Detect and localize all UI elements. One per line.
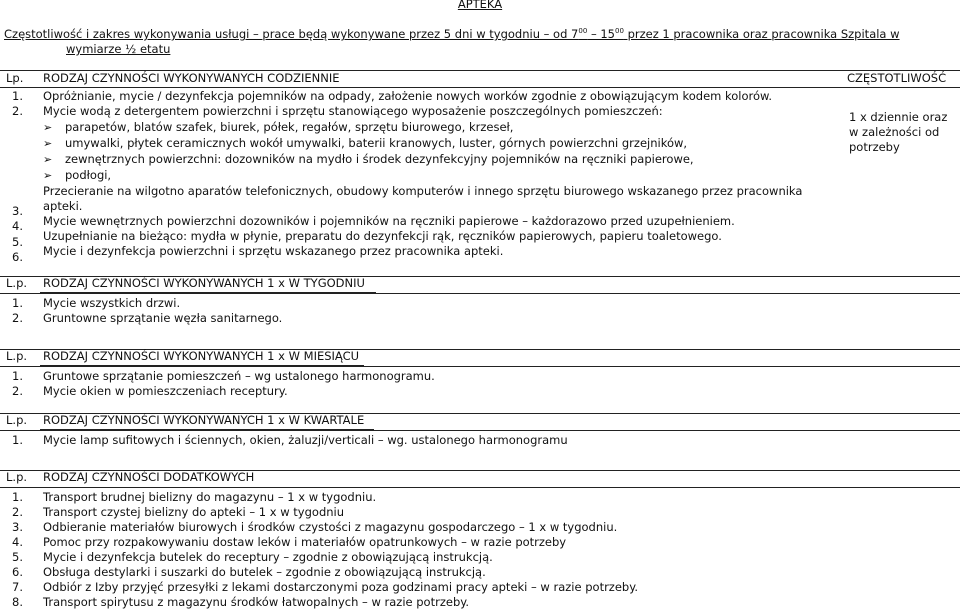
freq-line: 1 x dziennie oraz: [849, 110, 948, 124]
arrow-bullet-icon: ➢: [43, 121, 53, 134]
num: 2.: [12, 104, 23, 118]
intro-paragraph: [4, 27, 904, 57]
list-item: 5. Mycie i dezynfekcja butelek do receptury – zgodnie z obowiązującą instrukcją.: [12, 550, 493, 564]
daily-item-3-cont: apteki.: [43, 199, 83, 213]
intro-text-b: – 15: [587, 27, 615, 41]
daily-section: Lp. RODZAJ CZYNNOŚCI WYKONYWANYCH CODZIENNIE CZĘSTOTLIWOŚĆ 1. 2. 3. 4. 5. 6. Opróżnianie, mycie / dezynfekcja pojemników na odpady, założenie nowych worków zgodnie z obowiązującym kodem kolorów. Mycie wodą z detergentem powierzchni i sprzętu stanowiącego wyposażenie poszczególnych pomieszczeń: ➢ parapetów, blatów szafek, biurek, półek, regałów, sprzętu biurowego, krzeseł, ➢ umywalki, płytek ceramicznych wokół umywalki, baterii kranowych, luster, górnych powierzchni grzejników, ➢ zewnętrznych powierzchni: dozowników na mydło i środek dezynfekcyjny pojemników na ręczniki papierowe, ➢ podłogi, Przecieranie na wilgotno aparatów telefonicznych, obudowy komputerów i innego sprzętu biurowego wskazanego przez pracownika apteki. Mycie wewnętrznych powierzchni dozowników i pojemników na ręczniki papierowe – każdorazowo przed uzupełnieniem. Uzupełnianie na bieżąco: mydła w płynie, preparatu do dezynfekcji rąk, ręczników papierowych, papieru toaletowego. Mycie i dezynfekcja powierzchni i sprzętu wskazanego przez pracownika apteki. 1 x dziennie oraz w zależności od potrzeby: [0, 70, 960, 86]
list-item: 8. Transport spirytusu z magazynu środków łatwopalnych – w razie potrzeby.: [12, 595, 470, 609]
daily-item-3: Przecieranie na wilgotno aparatów telefonicznych, obudowy komputerów i innego sprzętu biurowego wskazanego przez pracownika: [43, 184, 803, 198]
additional-name-header: RODZAJ CZYNNOŚCI DODATKOWYCH: [43, 470, 255, 484]
lp-header: L.p.: [6, 413, 28, 427]
freq-header: CZĘSTOTLIWOŚĆ: [847, 71, 947, 85]
intro-sup-1: 00: [578, 27, 588, 36]
lp-header: Lp.: [6, 71, 24, 85]
freq-line: potrzeby: [849, 140, 900, 154]
lp-header: L.p.: [6, 276, 28, 290]
monthly-name-header: RODZAJ CZYNNOŚCI WYKONYWANYCH 1 x W MIESIĄCU: [43, 349, 360, 363]
additional-section: [0, 470, 960, 609]
arrow-bullet-icon: ➢: [43, 137, 53, 150]
intro-sup-2: 00: [615, 27, 624, 36]
list-item: 7. Odbiór z Izby przyjęć przesyłki z lekami dostarczonymi poza godzinami pracy apteki – w razie potrzeby.: [12, 580, 639, 594]
daily-header: [0, 71, 960, 87]
document-title: [0, 0, 960, 12]
quarterly-section: [0, 413, 960, 447]
freq-line: w zależności od: [849, 125, 940, 139]
additional-header: [0, 470, 960, 486]
list-item: 1. Mycie lamp sufitowych i ściennych, okien, żaluzji/verticali – wg. ustalonego harmonogramu: [12, 433, 568, 447]
intro-text-a: Częstotliwość i zakres wykonywania usługi – prace będą wykonywane przez 5 dni w tygodniu – od 7: [4, 27, 579, 41]
quarterly-name-header: RODZAJ CZYNNOŚCI WYKONYWANYCH 1 x W KWARTALE: [43, 413, 365, 427]
list-item: 1. Transport brudnej bielizny do magazynu – 1 x w tygodniu.: [12, 490, 377, 504]
daily-item-1: Opróżnianie, mycie / dezynfekcja pojemników na odpady, założenie nowych worków zgodnie z obowiązującym kodem kolorów.: [43, 89, 773, 103]
num: 5.: [12, 235, 23, 249]
arrow-bullet-icon: ➢: [43, 169, 53, 182]
list-item: 2. Gruntowne sprzątanie węzła sanitarnego.: [12, 311, 283, 325]
num: 6.: [12, 250, 23, 264]
daily-item-4: Mycie wewnętrznych powierzchni dozowników i pojemników na ręczniki papierowe – każdorazowo przed uzupełnieniem.: [43, 214, 735, 228]
arrow-bullet-icon: ➢: [43, 153, 53, 166]
daily-item-6: Mycie i dezynfekcja powierzchni i sprzętu wskazanego przez pracownika apteki.: [43, 244, 504, 258]
num: 4.: [12, 219, 23, 233]
title-text: APTEKA: [457, 0, 503, 11]
divider: [0, 87, 960, 88]
monthly-header: [0, 349, 960, 365]
intro-line-1: [4, 27, 904, 42]
weekly-section: [0, 276, 960, 325]
divider: [0, 293, 960, 294]
daily-name-header: RODZAJ CZYNNOŚCI WYKONYWANYCH CODZIENNIE: [43, 71, 340, 85]
frequency-cell: [849, 110, 959, 155]
intro-line-2: wymiarze ½ etatu: [66, 42, 171, 56]
weekly-name-header: RODZAJ CZYNNOŚCI WYKONYWANYCH 1 x W TYGODNIU: [43, 276, 365, 290]
divider: [0, 430, 960, 431]
list-item: 6. Obsługa destylarki i suszarki do butelek – zgodnie z obowiązującą instrukcją.: [12, 565, 486, 579]
divider: [0, 487, 960, 488]
num: 1.: [12, 89, 23, 103]
lp-header: L.p.: [6, 349, 28, 363]
monthly-section: [0, 349, 960, 398]
list-item: 4. Pomoc przy rozpakowywaniu dostaw leków i materiałów opatrunkowych – w razie potrzeby: [12, 535, 567, 549]
daily-item-5: Uzupełnianie na bieżąco: mydła w płynie, preparatu do dezynfekcji rąk, ręczników papierowych, papieru toaletowego.: [43, 229, 722, 243]
list-item: 2. Mycie okien w pomieszczeniach receptury.: [12, 384, 288, 398]
weekly-header: [0, 276, 960, 292]
daily-item-2: Mycie wodą z detergentem powierzchni i sprzętu stanowiącego wyposażenie poszczególnych pomieszczeń:: [43, 104, 663, 118]
list-item: 3. Odbieranie materiałów biurowych i środków czystości z magazynu gospodarczego – 1 x w tygodniu.: [12, 520, 618, 534]
divider: [0, 366, 960, 367]
list-item: 1. Mycie wszystkich drzwi.: [12, 296, 181, 310]
list-item: 1. Gruntowe sprzątanie pomieszczeń – wg ustalonego harmonogramu.: [12, 369, 435, 383]
lp-header: L.p.: [6, 470, 28, 484]
intro-text-c: przez 1 pracownika oraz pracownika Szpitala w: [623, 27, 900, 41]
quarterly-header: [0, 413, 960, 429]
list-item: 2. Transport czystej bielizny do apteki – 1 x w tygodniu: [12, 505, 345, 519]
num: 3.: [12, 204, 23, 218]
